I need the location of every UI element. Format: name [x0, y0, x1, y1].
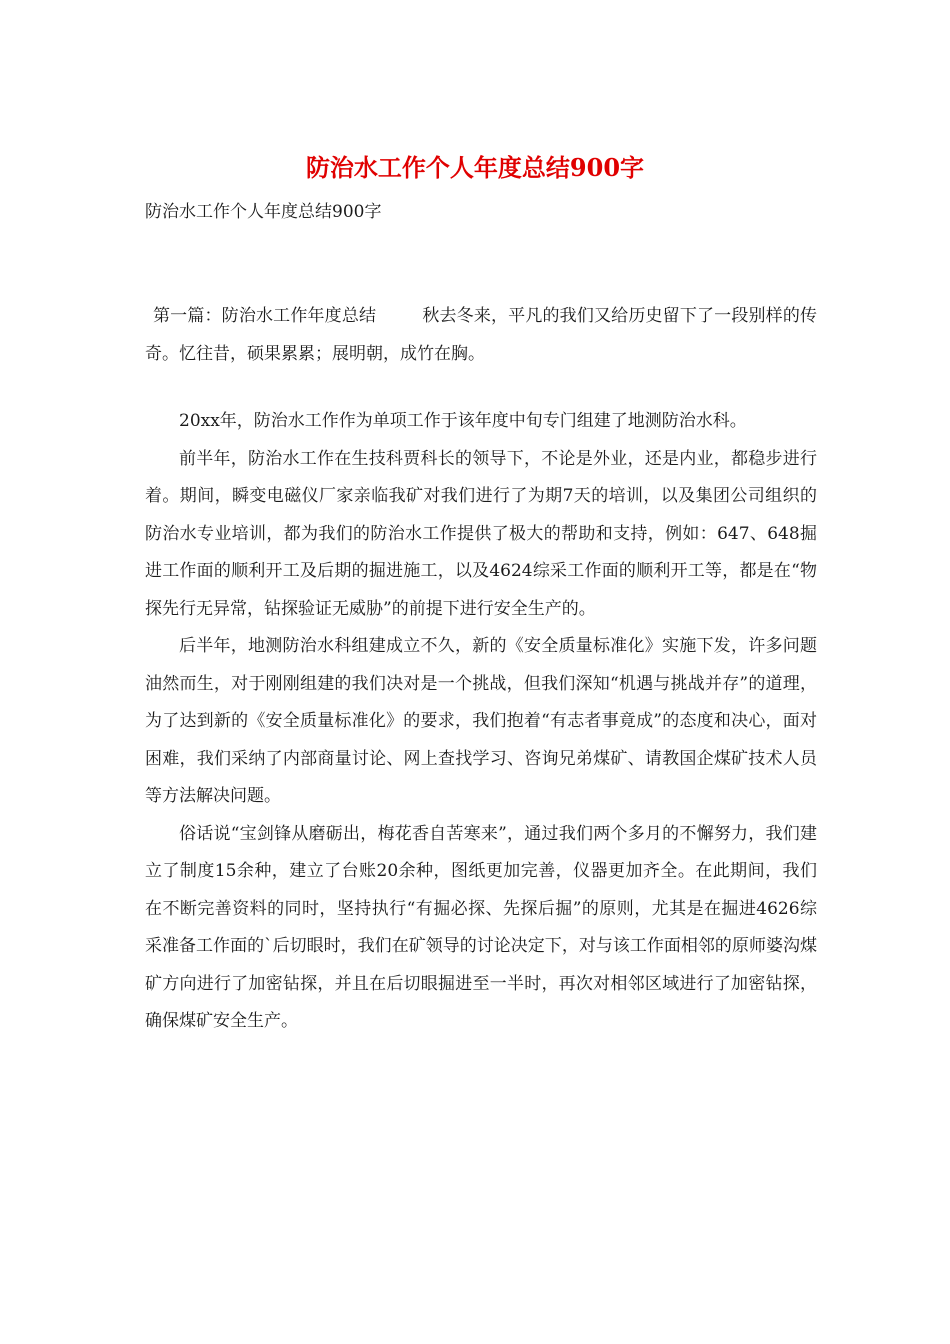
document-subtitle: 防治水工作个人年度总结900字	[145, 202, 382, 222]
paragraph: 后半年，地测防治水科组建成立不久，新的《安全质量标准化》实施下发，许多问题油然而生，对于刚刚组建的我们决对是一个挑战，但我们深知“机遇与挑战并存”的道理，为了达到新的《安全质量标准化》的要求，我们抱着“有志者事竟成”的态度和决心，面对困难，我们采纳了内部商量讨论、网上查找学习、咨询兄弟煤矿、请教国企煤矿技术人员等方法解决问题。	[145, 636, 817, 806]
paragraph: 前半年，防治水工作在生技科贾科长的领导下，不论是外业，还是内业，都稳步进行着。期间，瞬变电磁仪厂家亲临我矿对我们进行了为期7天的培训，以及集团公司组织的防治水专业培训，都为我们的防治水工作提供了极大的帮助和支持，例如：647、648掘进工作面的顺利开工及后期的掘进施工，以及4624综采工作面的顺利开工等，都是在“物探先行无异常，钻探验证无威胁”的前提下进行安全生产的。	[145, 448, 817, 619]
document-title: 防治水工作个人年度总结900字	[305, 153, 645, 182]
intro-text: 秋去冬来，平凡的我们又给历史留下了一段别样的传奇。忆往昔，硕果累累；展明朝，成竹在胸。	[145, 306, 818, 364]
body-paragraphs	[145, 403, 817, 1041]
section-heading: 第一篇：防治水工作年度总结	[153, 306, 377, 326]
paragraph: 俗话说“宝剑锋从磨砺出，梅花香自苦寒来”，通过我们两个多月的不懈努力，我们建立了制度15余种，建立了台账20余种，图纸更加完善，仪器更加齐全。在此期间，我们在不断完善资料的同时，坚持执行“有掘必探、先探后掘”的原则，尤其是在掘进4626综采准备工作面的`后切眼时，我们在矿领导的讨论决定下，对与该工作面相邻的原师婆沟煤矿方向进行了加密钻探，并且在后切眼掘进至一半时，再次对相邻区域进行了加密钻探，确保煤矿安全生产。	[145, 823, 817, 1031]
paragraph: 20xx年，防治水工作作为单项工作于该年度中旬专门组建了地测防治水科。	[179, 411, 747, 431]
section-intro	[145, 298, 817, 373]
